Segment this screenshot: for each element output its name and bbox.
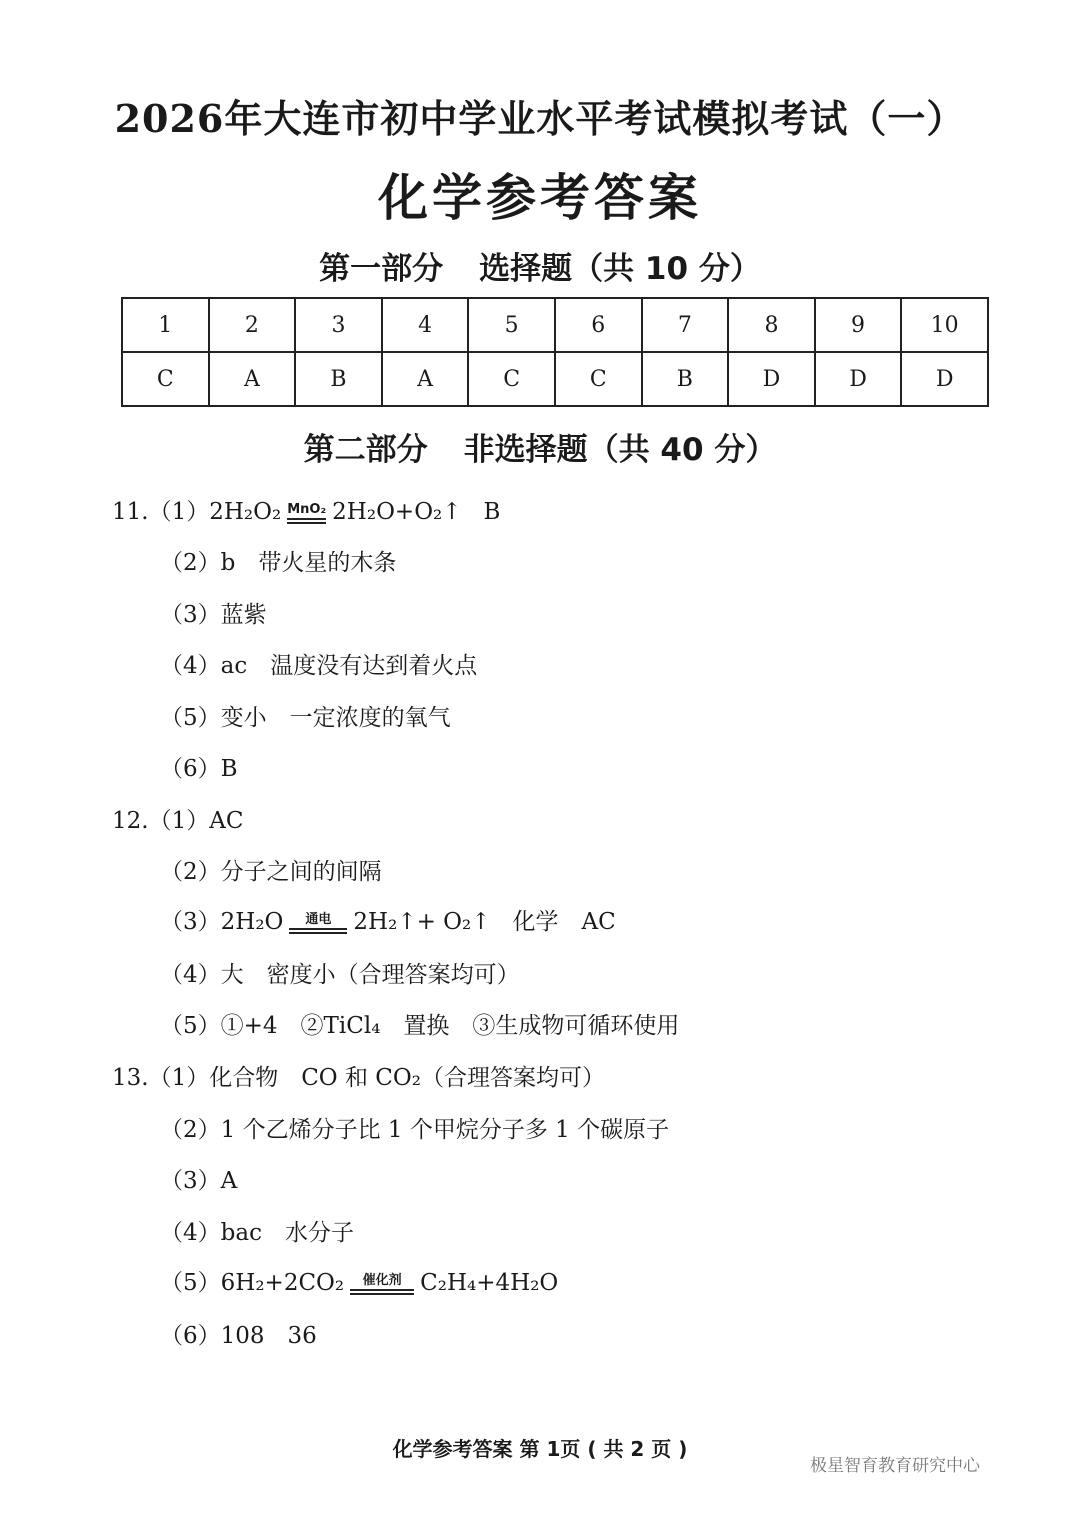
- q13-part1: [112, 1063, 605, 1093]
- part-label: （3）: [160, 909, 221, 935]
- q11-part3: （3）蓝紫: [160, 602, 267, 628]
- reaction-arrow: [350, 1274, 414, 1295]
- part-label: （1）: [148, 499, 210, 525]
- watermark: 极星智育教育研究中心: [810, 1456, 980, 1476]
- question-number-cell: 8: [728, 298, 815, 352]
- answer-cell: D: [901, 352, 988, 406]
- question-number-cell: 9: [815, 298, 902, 352]
- q12-part5: （5）①+4 ②TiCl₄ 置换 ③生成物可循环使用: [160, 1013, 680, 1039]
- q11-part1: [112, 497, 500, 527]
- q13-part2: （2）1 个乙烯分子比 1 个甲烷分子多 1 个碳原子: [160, 1117, 670, 1143]
- question-number-cell: 3: [295, 298, 382, 352]
- answer-row: [122, 352, 988, 406]
- equation-right: 2H₂O+O₂↑: [332, 499, 462, 525]
- q12-part1: [112, 806, 243, 836]
- part1-title: 第一部分: [319, 251, 444, 287]
- q11-part6: （6）B: [160, 756, 238, 782]
- q13-part4: （4）bac 水分子: [160, 1220, 354, 1246]
- answer-cell: D: [728, 352, 815, 406]
- answer-text: （1）化合物 CO 和 CO₂（合理答案均可）: [148, 1065, 605, 1091]
- q11-part2: （2）b 带火星的木条: [160, 550, 397, 576]
- q11-part5: （5）变小 一定浓度的氧气: [160, 705, 451, 731]
- multiple-choice-answer-table: [121, 297, 989, 407]
- answer-cell: B: [295, 352, 382, 406]
- question-number-cell: 2: [209, 298, 296, 352]
- question-number-cell: 5: [468, 298, 555, 352]
- equation-left: 2H₂O: [220, 909, 284, 935]
- reaction-condition: 通电: [305, 911, 332, 927]
- reaction-condition: 催化剂: [362, 1272, 402, 1288]
- part2-subtitle: 非选择题（共 40 分）: [463, 432, 777, 468]
- q13-part6: （6）108 36: [160, 1323, 317, 1349]
- exam-title: 2026年大连市初中学业水平考试模拟考试（一）: [114, 96, 966, 141]
- answer-cell: C: [122, 352, 209, 406]
- page-footer: 化学参考答案 第 1页 ( 共 2 页 ): [392, 1437, 688, 1461]
- answer-cell: B: [642, 352, 729, 406]
- question-number: 12.: [112, 808, 149, 834]
- part2-title: 第二部分: [303, 432, 428, 468]
- part-label: （5）: [160, 1270, 221, 1296]
- answer-extra: 化学 AC: [512, 909, 616, 935]
- document-subtitle: 化学参考答案: [378, 168, 702, 227]
- reaction-arrow: [287, 503, 326, 524]
- q13-part3: （3）A: [160, 1168, 238, 1194]
- reaction-arrow: [289, 913, 347, 934]
- answer-text: （1）AC: [148, 808, 244, 834]
- question-number: 11.: [112, 499, 149, 525]
- question-number-cell: 10: [901, 298, 988, 352]
- part1-subtitle: 选择题（共 10 分）: [479, 251, 761, 287]
- part2-heading: [0, 424, 1080, 469]
- part1-heading: [0, 243, 1080, 288]
- q12-part4: （4）大 密度小（合理答案均可）: [160, 962, 520, 988]
- answer-cell: A: [382, 352, 469, 406]
- q11-part4: （4）ac 温度没有达到着火点: [160, 653, 478, 679]
- equation-right: C₂H₄+4H₂O: [420, 1270, 559, 1296]
- reaction-condition: MnO₂: [287, 501, 327, 517]
- q13-part5: [160, 1268, 558, 1298]
- q12-part2: （2）分子之间的间隔: [160, 859, 382, 885]
- q12-part3: [160, 907, 616, 937]
- question-number-cell: 6: [555, 298, 642, 352]
- equation-left: 6H₂+2CO₂: [220, 1270, 345, 1296]
- equation-left: 2H₂O₂: [209, 499, 282, 525]
- answer-cell: D: [815, 352, 902, 406]
- question-number-row: [122, 298, 988, 352]
- equation-right: 2H₂↑+ O₂↑: [353, 909, 491, 935]
- answer-cell: C: [555, 352, 642, 406]
- answer-cell: C: [468, 352, 555, 406]
- question-number: 13.: [112, 1065, 149, 1091]
- question-number-cell: 7: [642, 298, 729, 352]
- answer-cell: A: [209, 352, 296, 406]
- question-number-cell: 1: [122, 298, 209, 352]
- answer-extra: B: [483, 499, 501, 525]
- question-number-cell: 4: [382, 298, 469, 352]
